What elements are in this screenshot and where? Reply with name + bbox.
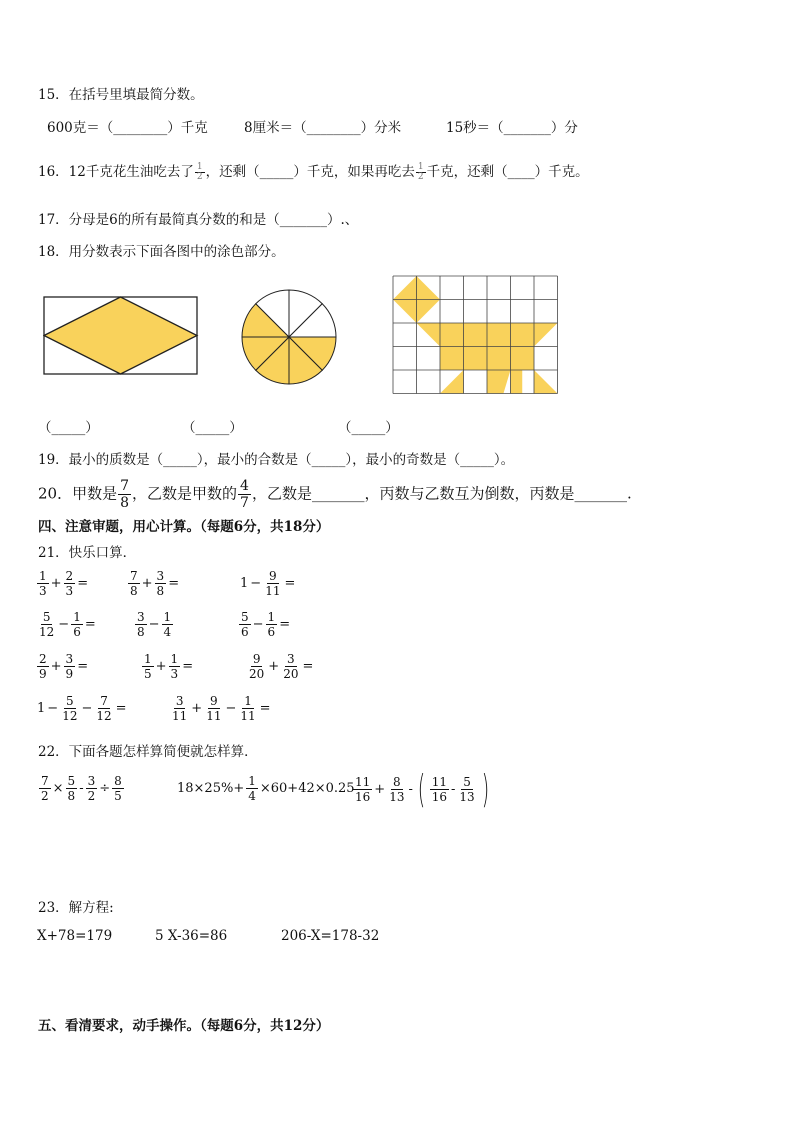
q21-expr-5: $\frac{3}{8}$ − $\frac{1}{4}$ [137,610,172,639]
q20-line [38,478,632,511]
q16-fraction-1: $\frac{1}{2}$ [196,162,203,182]
q18-blank-2: （_____） [182,420,243,436]
q16-fraction-2: $\frac{1}{2}$ [417,162,424,182]
q21-expr-8: $\frac{1}{5}$ + $\frac{1}{3}$ = [144,652,194,681]
q21-title: 21．快乐口算． [38,545,137,561]
q23-eq-1: X+78=179 [37,928,113,944]
q21-expr-9: $\frac{9}{20}$ + $\frac{3}{20}$ = [249,652,314,681]
q22-title: 22．下面各题怎样算简便就怎样算． [38,744,258,760]
q20-fraction-1: $\frac{7}{8}$ [120,478,130,511]
q22-expr-2: 18×25%+ $\frac{1}{4}$ ×60+42×0.25 [177,774,355,803]
q20-fraction-2: $\frac{4}{7}$ [240,478,249,511]
q20-text-2: ，乙数是甲数的 [132,484,238,503]
rhombus-figure [43,296,200,376]
grid-figure [392,275,559,397]
q18-blank-3: （_____） [338,420,399,436]
q17-text: 17．分母是6的所有最简真分数的和是（_______）.、 [38,212,359,228]
grid-shaded-shape [440,370,464,394]
q22-expr-3: $\frac{11}{16}$ + $\frac{8}{13}$ - ( $\frac{11}{16}$ - $\frac{5}{13}$ ) [355,767,489,811]
q19-text: 19．最小的质数是（_____），最小的合数是（_____），最小的奇数是（_____）。 [38,452,515,468]
q21-expr-7: $\frac{2}{9}$ + $\frac{3}{9}$ = [39,652,89,681]
q23-title: 23．解方程: [38,900,114,916]
q21-expr-11: $\frac{3}{11}$ + $\frac{9}{11}$ − $\frac{1}{11}$ = [172,694,271,723]
q16-text-2: ，还剩（_____）千克，如果再吃去 [205,164,415,180]
q16-line [38,160,589,182]
q21-expr-3: 1 − $\frac{9}{11}$ = [240,569,296,598]
q23-eq-2: 5 X-36=86 [155,928,228,944]
q21-expr-2: $\frac{7}{8}$ + $\frac{3}{8}$ = [130,569,180,598]
q20-text-1: 20．甲数是 [38,484,118,503]
q21-expr-4: $\frac{5}{12}$ − $\frac{1}{6}$ = [39,610,96,639]
q18-title: 18．用分数表示下面各图中的涂色部分。 [38,244,285,260]
q21-expr-10: 1 − $\frac{5}{12}$ − $\frac{7}{12}$ = [37,694,127,723]
q18-blank-1: （_____） [38,420,99,436]
q16-text-1: 16．12千克花生油吃去了 [38,164,194,180]
grid-shaded-shape [534,370,558,394]
q15-item-2: 8厘米＝（________）分米 [244,120,402,136]
q15-title: 15．在括号里填最简分数。 [38,87,204,103]
q23-eq-3: 206-X=178-32 [281,928,380,944]
section-5-heading: 五、看清要求，动手操作。（每题6分，共12分） [38,1018,330,1034]
q15-item-1: 600克＝（________）千克 [47,120,208,136]
section-4-heading: 四、注意审题，用心计算。（每题6分，共18分） [38,519,330,535]
grid-shaded-shape [511,370,523,394]
grid-shaded-shape [487,370,511,394]
circle-figure [240,288,338,386]
q20-text-3: ，乙数是_______，丙数与乙数互为倒数，丙数是_______. [251,484,632,503]
q21-expr-1: $\frac{1}{3}$ + $\frac{2}{3}$ = [39,569,89,598]
q15-item-3: 15秒＝（_______）分 [446,120,578,136]
q16-text-3: 千克，还剩（____）千克。 [426,164,589,180]
q22-expr-1: $\frac{7}{2}$ × $\frac{5}{8}$ - $\frac{3}{2}$ ÷ $\frac{8}{5}$ [41,774,122,803]
q21-expr-6: $\frac{5}{6}$ − $\frac{1}{6}$ = [241,610,291,639]
